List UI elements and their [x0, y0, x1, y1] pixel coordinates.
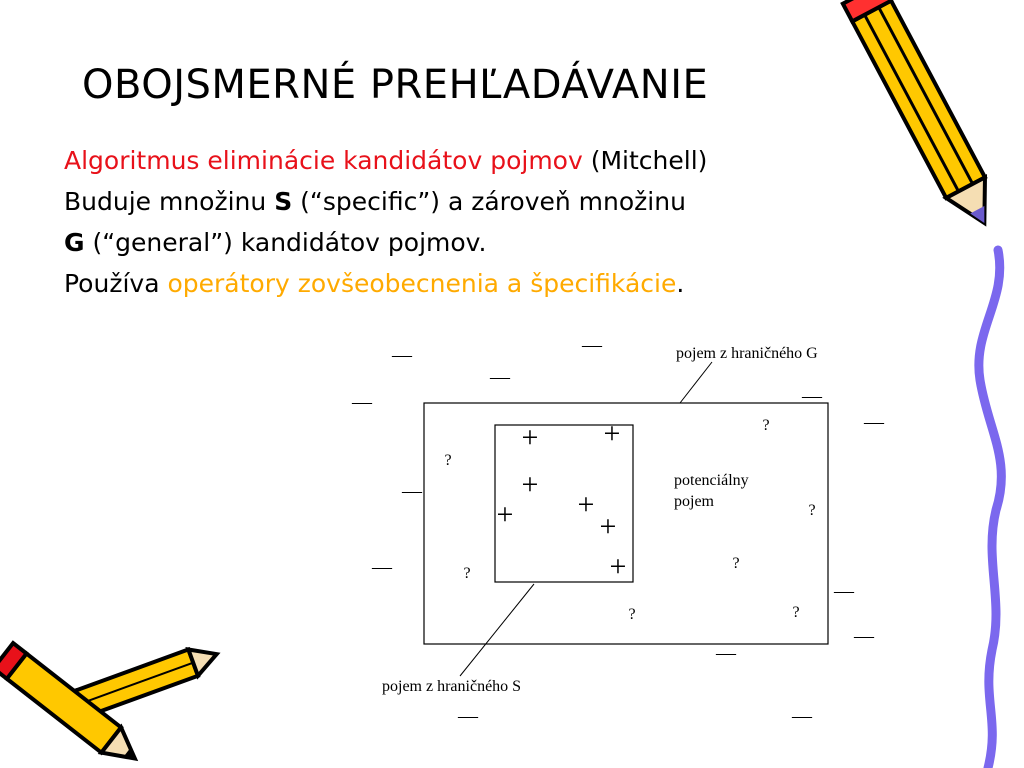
label-boundary-s: pojem z hraničného S [382, 678, 522, 695]
minus-sign: — [834, 580, 854, 602]
body-text: (“general”) kandidátov pojmov. [84, 228, 487, 257]
plus-sign: + [521, 421, 539, 454]
minus-sign: — [402, 480, 422, 502]
minus-sign: — [792, 705, 812, 727]
body-text: Buduje množinu [64, 187, 275, 216]
minus-sign: — [352, 391, 372, 413]
plus-sign: + [599, 510, 617, 543]
question-mark: ? [463, 565, 471, 582]
plus-sign: + [521, 468, 539, 501]
minus-sign: — [490, 366, 510, 388]
minus-sign: — [716, 642, 736, 664]
boundary-g-rect [424, 403, 828, 644]
label-potential-concept-2: pojem [674, 493, 714, 510]
question-mark: ? [762, 417, 770, 434]
slide-title: OBOJSMERNÉ PREHĽADÁVANIE [82, 62, 709, 108]
body-text: . [676, 269, 685, 298]
body-text: (“specific”) a zároveň množinu [292, 187, 686, 216]
plus-sign: + [577, 488, 595, 521]
algorithm-author: (Mitchell) [582, 146, 708, 175]
minus-sign: — [458, 705, 478, 727]
question-mark: ? [444, 452, 452, 469]
operators-text: operátory zovšeobecnenia a špecifikácie [167, 269, 677, 298]
question-mark: ? [792, 604, 800, 621]
minus-sign: — [582, 334, 602, 356]
minus-sign: — [864, 411, 884, 433]
question-mark: ? [732, 555, 740, 572]
question-mark: ? [808, 502, 816, 519]
body-text: Používa [64, 269, 168, 298]
plus-sign: + [496, 498, 514, 531]
question-mark: ? [628, 606, 636, 623]
set-g-symbol: G [64, 228, 85, 257]
set-s-symbol: S [274, 187, 293, 216]
plus-sign: + [603, 417, 621, 450]
plus-sign: + [609, 550, 627, 583]
algorithm-name: Algoritmus eliminácie kandidátov pojmov [64, 146, 583, 175]
label-potential-concept-1: potenciálny [674, 472, 749, 489]
minus-sign: — [802, 385, 822, 407]
leader-line-g [680, 362, 712, 403]
negative-examples [351, 334, 885, 727]
minus-sign: — [854, 625, 874, 647]
leader-line-s [460, 584, 534, 676]
minus-sign: — [392, 344, 412, 366]
label-boundary-g: pojem z hraničného G [676, 345, 818, 362]
minus-sign: — [372, 556, 392, 578]
positive-examples [497, 417, 627, 583]
